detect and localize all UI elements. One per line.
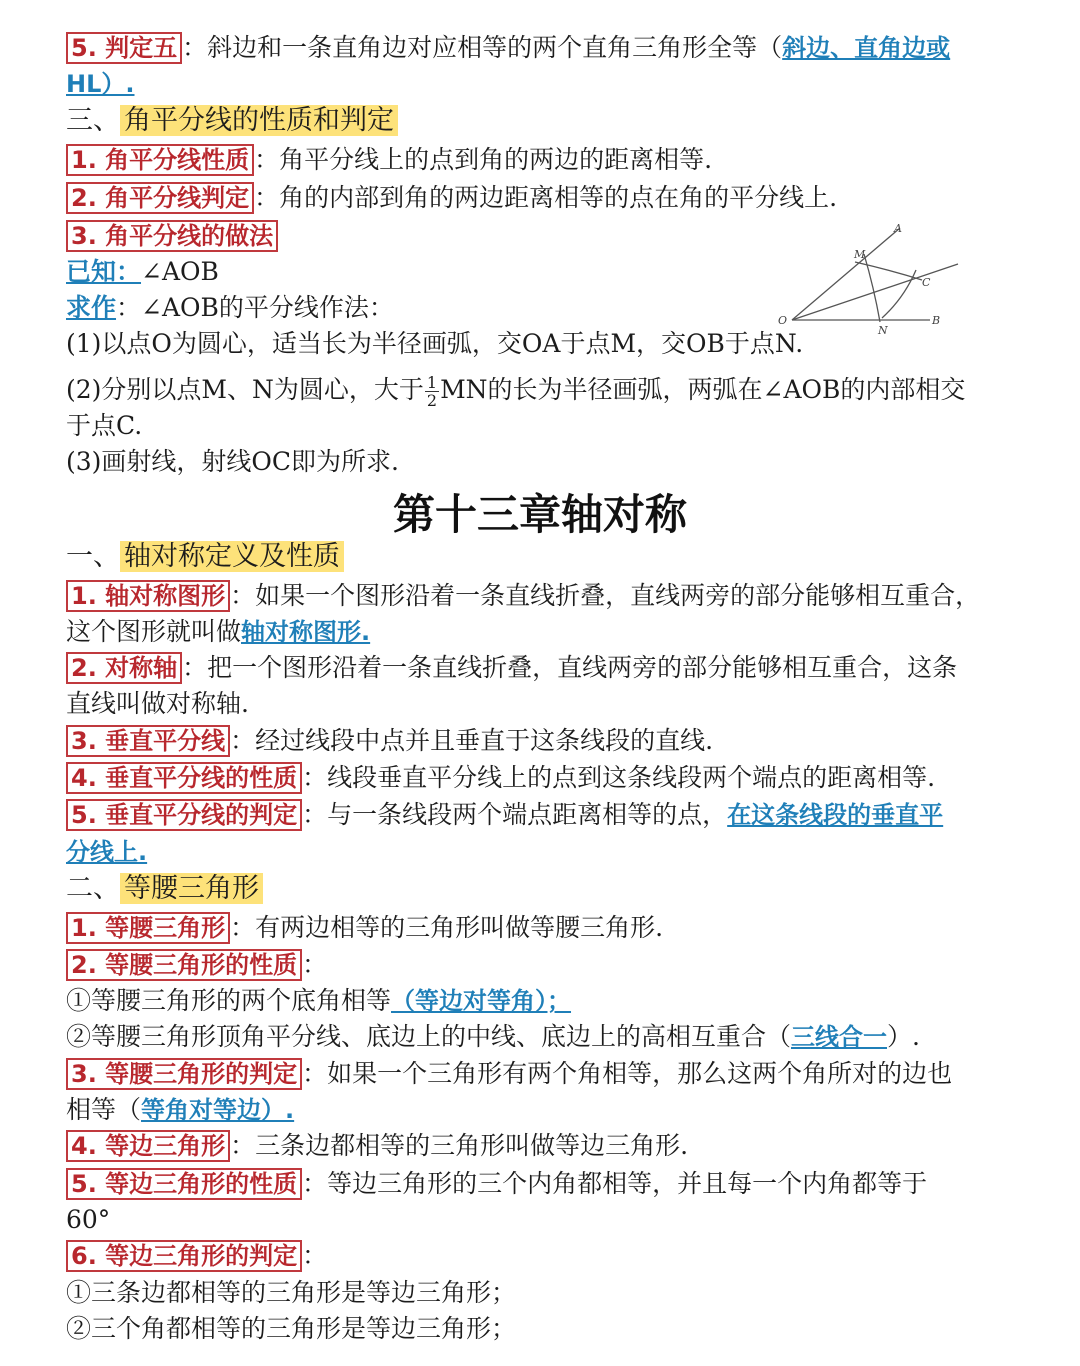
angle-bisector-property-text: ：角平分线上的点到角的两边的距离相等. <box>254 145 713 174</box>
isosceles-judgement-link: 等角对等边）. <box>141 1096 295 1124</box>
isosceles-property-1 <box>66 983 571 1019</box>
angle-bisector-diagram <box>770 218 970 338</box>
isosceles-property-2-tail: ）. <box>887 1022 920 1051</box>
equilateral-property-label: 5. 等边三角形的性质 <box>66 1168 302 1200</box>
perpendicular-bisector-judgement <box>66 797 943 833</box>
angle-bisector-judgement-text: ：角的内部到角的两边距离相等的点在角的平分线上. <box>254 183 838 212</box>
ray-oa <box>792 228 900 320</box>
equilateral-property-cont: 60° <box>66 1205 111 1234</box>
section-3-num: 三、 <box>66 105 120 136</box>
symmetry-axis <box>66 650 957 686</box>
equilateral-triangle <box>66 1128 688 1164</box>
rule-5-text: ：斜边和一条直角边对应相等的两个直角三角形全等（ <box>182 33 783 62</box>
step-2 <box>66 372 965 409</box>
isosceles-property-1-text: ①等腰三角形的两个底角相等 <box>66 986 392 1015</box>
isosceles-judgement-text: ：如果一个三角形有两个角相等，那么这两个角所对的边也 <box>302 1059 953 1088</box>
perpendicular-bisector-judgement-label: 5. 垂直平分线的判定 <box>66 799 302 831</box>
chapter-title: 第十三章轴对称 <box>392 490 687 539</box>
angle-bisector-method-label: 3. 角平分线的做法 <box>66 220 278 252</box>
ray-oc <box>792 264 958 320</box>
angle-bisector-property-label: 1. 角平分线性质 <box>66 144 254 176</box>
isosceles-property-2-link: 三线合一 <box>791 1023 888 1051</box>
arc-from-o <box>864 254 880 322</box>
rule-5-link-2: HL）. <box>66 70 135 98</box>
equilateral-property-text: ：等边三角形的三个内角都相等，并且每一个内角都等于 <box>302 1169 928 1198</box>
angle-bisector-property <box>66 142 712 178</box>
isosceles-property-label: 2. 等腰三角形的性质 <box>66 949 302 981</box>
fraction-half <box>425 374 439 409</box>
isosceles-judgement-text-2: 相等（ <box>66 1095 142 1124</box>
equilateral-judgement <box>66 1238 327 1274</box>
diagram-label-c: C <box>922 276 931 289</box>
perpendicular-bisector <box>66 723 713 759</box>
isosceles-property-2-text: ②等腰三角形顶角平分线、底边上的中线、底边上的高相互重合（ <box>66 1022 792 1051</box>
diagram-label-o: O <box>778 314 788 327</box>
chapter-section-2-num: 二、 <box>66 873 120 904</box>
axis-symmetric-figure <box>66 578 980 614</box>
task-text: ：∠AOB的平分线作法： <box>116 293 394 322</box>
step-2-a: (2)分别以点M、N为圆心，大于 <box>66 375 424 404</box>
chapter-section-1-num: 一、 <box>66 541 120 572</box>
step-2-cont: 于点C. <box>66 411 143 440</box>
perpendicular-bisector-property-text: ：线段垂直平分线上的点到这条线段两个端点的距离相等. <box>302 763 936 792</box>
chapter-section-2-title: 等腰三角形 <box>120 873 263 904</box>
isosceles-property <box>66 947 327 983</box>
angle-bisector-method <box>66 218 278 254</box>
diagram-label-a: A <box>894 222 902 235</box>
symmetry-axis-cont: 直线叫做对称轴. <box>66 689 249 718</box>
section-3-title: 角平分线的性质和判定 <box>120 105 398 136</box>
known-label: 已知： <box>66 257 142 286</box>
equilateral-judgement-label: 6. 等边三角形的判定 <box>66 1240 302 1272</box>
perpendicular-bisector-property <box>66 760 935 796</box>
perpendicular-bisector-property-label: 4. 垂直平分线的性质 <box>66 762 302 794</box>
equilateral-judgement-colon: ： <box>302 1241 328 1270</box>
angle-bisector-judgement <box>66 180 837 216</box>
equilateral-property <box>66 1166 927 1202</box>
diagram-label-n: N <box>878 324 888 337</box>
angle-bisector-judgement-label: 2. 角平分线判定 <box>66 182 254 214</box>
equilateral-judgement-2: ②三个角都相等的三角形是等边三角形； <box>66 1314 517 1343</box>
section-3-heading <box>66 103 398 139</box>
isosceles-triangle-label: 1. 等腰三角形 <box>66 912 230 944</box>
perpendicular-bisector-judgement-link: 在这条线段的垂直平 <box>727 801 944 829</box>
isosceles-triangle <box>66 910 663 946</box>
isosceles-property-2 <box>66 1019 920 1055</box>
rule-5-label: 5. 判定五 <box>66 32 182 64</box>
rule-5-line <box>66 30 950 66</box>
axis-symmetric-figure-cont <box>66 614 370 650</box>
equilateral-triangle-text: ：三条边都相等的三角形叫做等边三角形. <box>230 1131 689 1160</box>
symmetry-axis-text: ：把一个图形沿着一条直线折叠，直线两旁的部分能够相互重合，这条 <box>182 653 958 682</box>
isosceles-judgement <box>66 1056 952 1092</box>
fraction-denominator: 2 <box>426 391 438 410</box>
isosceles-property-1-link: （等边对等角）； <box>391 987 572 1015</box>
step-3: (3)画射线，射线OC即为所求. <box>66 447 399 476</box>
diagram-label-b: B <box>932 314 941 327</box>
isosceles-judgement-cont <box>66 1092 294 1128</box>
step-1: (1)以点O为圆心，适当长为半径画弧，交OA于点M，交OB于点N. <box>66 329 804 358</box>
perpendicular-bisector-judgement-cont <box>66 834 147 870</box>
perpendicular-bisector-judgement-link-2: 分线上. <box>66 838 148 866</box>
axis-symmetric-figure-text: ：如果一个图形沿着一条直线折叠，直线两旁的部分能够相互重合， <box>230 581 981 610</box>
step-2-b: MN的长为半径画弧，两弧在∠AOB的内部相交 <box>440 375 966 404</box>
perpendicular-bisector-judgement-text: ：与一条线段两个端点距离相等的点， <box>302 800 728 829</box>
task-label: 求作 <box>66 293 117 322</box>
chapter-section-2-heading <box>66 871 263 907</box>
isosceles-triangle-text: ：有两边相等的三角形叫做等腰三角形. <box>230 913 664 942</box>
rule-5-link: 斜边、直角边或 <box>782 34 951 62</box>
perpendicular-bisector-text: ：经过线段中点并且垂直于这条线段的直线. <box>230 726 714 755</box>
isosceles-property-colon: ： <box>302 950 328 979</box>
axis-symmetric-figure-text-2: 这个图形就叫做 <box>66 617 242 646</box>
fraction-numerator: 1 <box>426 373 438 392</box>
symmetry-axis-label: 2. 对称轴 <box>66 652 182 684</box>
chapter-section-1-heading <box>66 539 344 575</box>
isosceles-judgement-label: 3. 等腰三角形的判定 <box>66 1058 302 1090</box>
rule-5-line-2 <box>66 66 135 102</box>
axis-symmetric-figure-label: 1. 轴对称图形 <box>66 580 230 612</box>
diagram-label-m: M <box>854 248 866 261</box>
equilateral-triangle-label: 4. 等边三角形 <box>66 1130 230 1162</box>
axis-symmetric-figure-link: 轴对称图形. <box>241 618 371 646</box>
known-line <box>66 254 219 290</box>
perpendicular-bisector-label: 3. 垂直平分线 <box>66 725 230 757</box>
task-line <box>66 290 394 326</box>
known-text: ∠AOB <box>141 257 219 286</box>
equilateral-judgement-1: ①三条边都相等的三角形是等边三角形； <box>66 1278 517 1307</box>
chapter-section-1-title: 轴对称定义及性质 <box>120 541 344 572</box>
